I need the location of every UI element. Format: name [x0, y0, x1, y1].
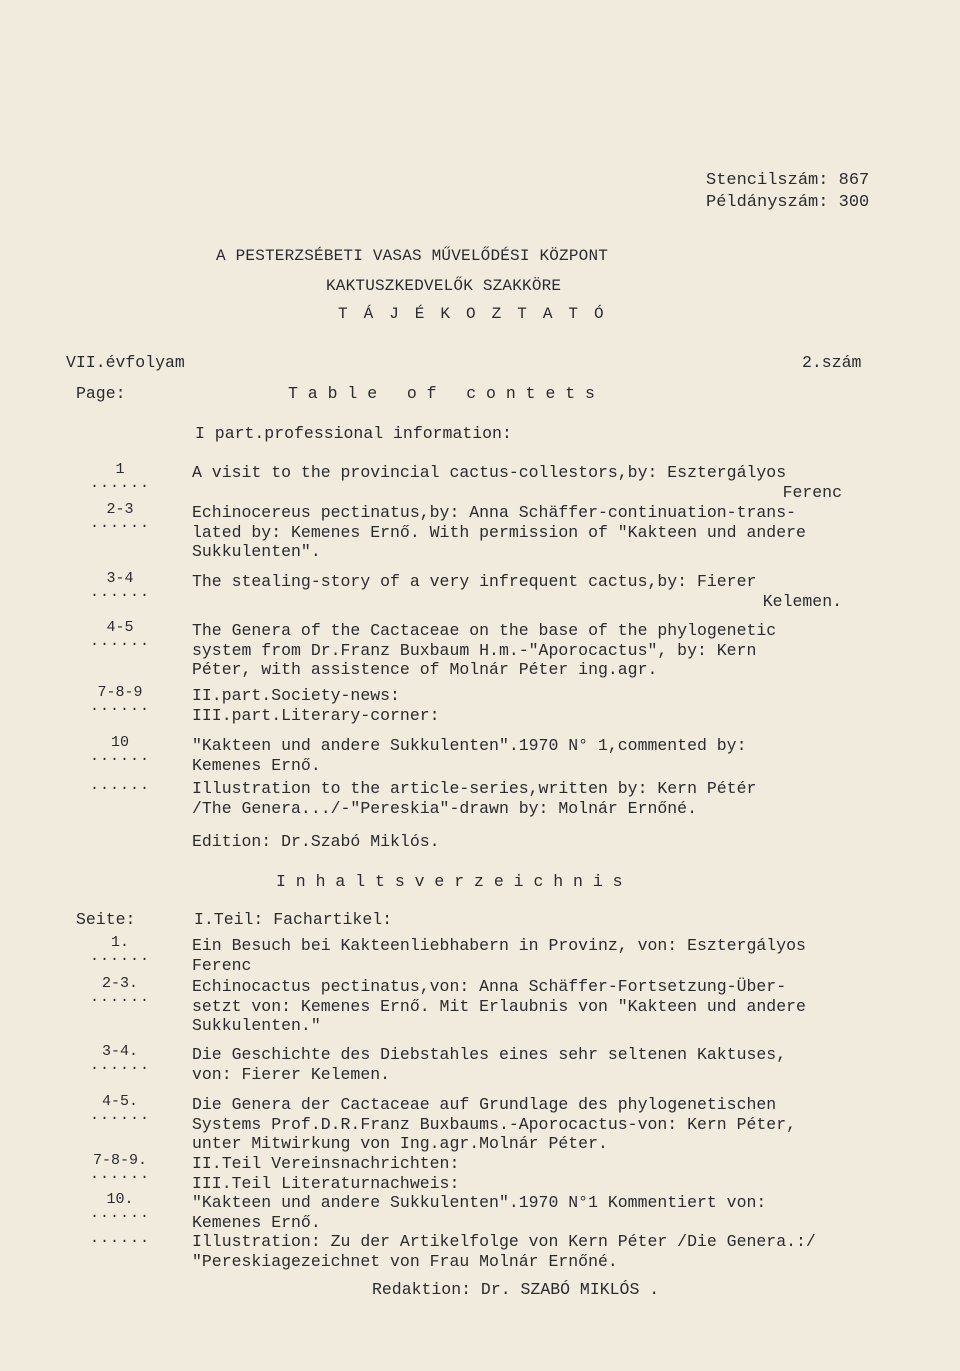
volume-label: VII.évfolyam — [66, 353, 185, 372]
page-number: 4-5. ...... — [89, 1093, 150, 1124]
page-number: 10 ...... — [89, 734, 150, 765]
entry-text: Echinocactus pectinatus,von: Anna Schäffer-Fortsetzung-Über- setzt von: Kemenes Ernő. Mit Erlaubnis von "Kakteen und andere Sukkulenten." — [192, 977, 806, 1035]
redaction-credit: Redaktion: Dr. SZABÓ MIKLÓS . — [372, 1280, 660, 1299]
page-number: 7-8-9 ...... — [89, 684, 150, 715]
page-number: ...... — [89, 777, 150, 794]
entry-text: A visit to the provincial cactus-collestors,by: Esztergályos Ferenc — [192, 463, 842, 502]
entry-text: Illustration: Zu der Artikelfolge von Kern Péter /Die Genera.:/ "Pereskiagezeichnet von Frau Molnár Ernőné. — [192, 1232, 816, 1271]
part1-heading: I part.professional information: — [195, 424, 512, 443]
page-number: 1. ...... — [89, 934, 150, 965]
german-toc-heading: I n h a l t s v e r z e i c h n i s — [276, 872, 623, 891]
page-number: 2-3. ...... — [89, 975, 150, 1006]
page-number: ...... — [89, 1230, 150, 1247]
entry-text: Die Geschichte des Diebstahles eines sehr seltenen Kaktuses, von: Fierer Kelemen. — [192, 1045, 787, 1084]
page-number: 3-4. ...... — [89, 1043, 150, 1074]
org-line-2: KAKTUSZKEDVELŐK SZAKKÖRE — [326, 277, 562, 295]
stencil-number: Stencilszám: 867 — [706, 171, 870, 190]
stencil-info — [706, 170, 869, 214]
entry-text: Die Genera der Cactaceae auf Grundlage des phylogenetischen Systems Prof.D.R.Franz Buxbaums.-Aporocactus-von: Kern Péter, unter Mitwirkung von Ing.agr.Molnár Péter. — [192, 1095, 796, 1153]
seite-column-label: Seite: — [76, 910, 136, 929]
page-number: 7-8-9. ...... — [89, 1152, 150, 1183]
entry-text: "Kakteen und andere Sukkulenten".1970 N° 1,commented by: Kemenes Ernő. — [192, 736, 747, 775]
copies-count: Példányszám: 300 — [706, 193, 870, 212]
entry-text: The stealing-story of a very infrequent cactus,by: Fierer Kelemen. — [192, 572, 842, 611]
entry-text: II.part.Society-news: III.part.Literary-corner: — [192, 686, 440, 725]
issue-label: 2.szám — [802, 353, 862, 372]
entry-text: Ein Besuch bei Kakteenliebhabern in Provinz, von: Esztergályos Ferenc — [192, 936, 806, 975]
page-number: 10. ...... — [89, 1191, 150, 1222]
page-number: 2-3 ...... — [89, 501, 150, 532]
page-number: 1 ...... — [89, 461, 150, 492]
edition-credit: Edition: Dr.Szabó Miklós. — [192, 832, 440, 851]
page-number: 4-5 ...... — [89, 619, 150, 650]
entry-text: Illustration to the article-series,written by: Kern Pétér /The Genera.../-"Pereskia"-drawn by: Molnár Ernőné. — [192, 779, 757, 818]
entry-text: "Kakteen und andere Sukkulenten".1970 N°1 Kommentiert von: Kemenes Ernő. — [192, 1193, 767, 1232]
toc-heading: T a b l e o f c o n t e t s — [288, 384, 595, 403]
entry-text: Echinocereus pectinatus,by: Anna Schäffer-continuation-trans- lated by: Kemenes Ernő. With permission of "Kakteen und andere Sukkulenten". — [192, 503, 806, 561]
entry-text: II.Teil Vereinsnachrichten: III.Teil Literaturnachweis: — [192, 1154, 460, 1193]
document-title: T Á J É K O Z T A T Ó — [338, 305, 604, 323]
entry-text: The Genera of the Cactaceae on the base of the phylogenetic system from Dr.Franz Buxbaum H.m.-"Aporocactus", by: Kern Péter, with assistence of Molnár Péter ing.agr. — [192, 621, 777, 679]
german-part1-heading: I.Teil: Fachartikel: — [194, 910, 393, 929]
page-column-label: Page: — [76, 384, 126, 403]
org-line-1: A PESTERZSÉBETI VASAS MŰVELŐDÉSI KÖZPONT — [216, 247, 609, 265]
page-number: 3-4 ...... — [89, 570, 150, 601]
